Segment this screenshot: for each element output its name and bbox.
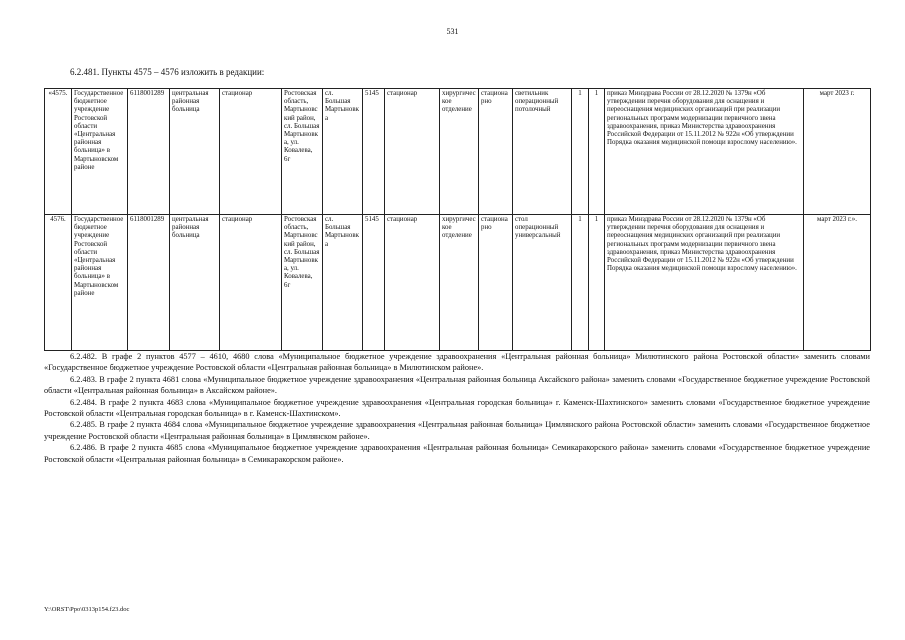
cell-row-number: «4575.: [45, 89, 72, 215]
cell-address: Ростовская область, Мартыновский район, сл. Большая Мартыновка, ул. Ковалева, 6г: [282, 215, 323, 351]
cell-institution-type: центральная районная больница: [170, 215, 220, 351]
table-row: [45, 89, 871, 215]
paragraph: 6.2.484. В графе 2 пункта 4683 слова «Муниципальное бюджетное учреждение здравоохранения «Центральная городская больница» г. Каменск-Шахтинского» заменить словами «Государственное бюджетное учреждение Ростовской области «Центральная городская больница» в г. Каменск-Шахтинском».: [44, 397, 870, 419]
cell-service-kind: стационар: [220, 215, 282, 351]
cell-department: хирургическое отделение: [440, 89, 479, 215]
paragraph: 6.2.485. В графе 2 пункта 4684 слова «Муниципальное бюджетное учреждение здравоохранения «Центральная районная больница» Цимлянского района Ростовской области» заменить словами «Государственное бюджетное учреждение Ростовской области «Центральная районная больница» в Цимлянском районе».: [44, 420, 870, 441]
cell-quantity-1: 1: [572, 89, 589, 215]
cell-settlement: сл. Большая Мартыновка: [323, 89, 363, 215]
cell-code-number: 5145: [363, 89, 385, 215]
cell-institution-type: центральная районная больница: [170, 89, 220, 215]
cell-due-date: март 2023 г.».: [804, 215, 871, 351]
cell-due-date: март 2023 г.: [804, 89, 871, 215]
paragraph: 6.2.482. В графе 2 пунктов 4577 – 4610, 4680 слова «Муниципальное бюджетное учреждение здравоохранения «Центральная районная больница» Милютинского района Ростовской области» заменить словами «Государственное бюджетное учреждение Ростовской области «Центральная районная больница» в Милютинском районе».: [44, 352, 870, 373]
cell-settlement: сл. Большая Мартыновка: [323, 215, 363, 351]
cell-organization-name: Государственное бюджетное учреждение Ростовской области «Центральная районная больница» в Мартыновском районе: [72, 215, 128, 351]
cell-code-number: 5145: [363, 215, 385, 351]
cell-service-kind-2: стационар: [385, 89, 440, 215]
cell-quantity-2: 1: [589, 89, 605, 215]
cell-quantity-1: 1: [572, 215, 589, 351]
cell-equipment-name: стол операционный универсальный: [513, 215, 572, 351]
cell-org-code: 6118001289: [128, 89, 170, 215]
file-path-footer: Y:\ORST\Ppo\0313p154.f23.doc: [44, 606, 130, 613]
cell-department: хирургическое отделение: [440, 215, 479, 351]
page-number: 531: [446, 27, 459, 36]
cell-address: Ростовская область, Мартыновский район, сл. Большая Мартыновка, ул. Ковалева, 6г: [282, 89, 323, 215]
cell-conditions: стационарно: [479, 215, 513, 351]
cell-service-kind-2: стационар: [385, 215, 440, 351]
cell-legal-basis: приказ Минздрава России от 28.12.2020 № 1379н «Об утверждении перечня оборудования для оснащения и переоснащения медицинских организаций при реализации региональных программ модернизации первичного звена здравоохранения, приказ Министерства здравоохранения Российской Федерации от 15.11.2012 № 922н «Об утверждении Порядка оказания медицинской помощи взрослому населению».: [605, 89, 804, 215]
cell-conditions: стационарно: [479, 89, 513, 215]
cell-row-number: 4576.: [45, 215, 72, 351]
equipment-table: [44, 88, 871, 351]
lead-paragraph: 6.2.481. Пункты 4575 – 4576 изложить в редакции:: [70, 67, 265, 77]
paragraph: 6.2.483. В графе 2 пункта 4681 слова «Муниципальное бюджетное учреждение здравоохранения «Центральная районная больница Аксайского района» заменить словами «Государственное бюджетное учреждение Ростовской области «Центральная районная больница» в Аксайском районе».: [44, 374, 870, 396]
cell-org-code: 6118001289: [128, 215, 170, 351]
table-row: [45, 215, 871, 351]
cell-quantity-2: 1: [589, 215, 605, 351]
cell-legal-basis: приказ Минздрава России от 28.12.2020 № 1379н «Об утверждении перечня оборудования для оснащения и переоснащения медицинских организаций при реализации региональных программ модернизации первичного звена здравоохранения, приказ Министерства здравоохранения Российской Федерации от 15.11.2012 № 922н «Об утверждении Порядка оказания медицинской помощи взрослому населению».: [605, 215, 804, 351]
amendment-paragraphs: [44, 351, 870, 465]
cell-organization-name: Государственное бюджетное учреждение Ростовской области «Центральная районная больница» в Мартыновском районе: [72, 89, 128, 215]
paragraph: 6.2.486. В графе 2 пункта 4685 слова «Муниципальное бюджетное учреждение здравоохранения «Центральная районная больница» Семикаракорского района» заменить словами «Государственное бюджетное учреждение Ростовской области «Центральная районная больница» в Семикаракорском районе».: [44, 443, 870, 464]
cell-equipment-name: светильник операционный потолочный: [513, 89, 572, 215]
cell-service-kind: стационар: [220, 89, 282, 215]
